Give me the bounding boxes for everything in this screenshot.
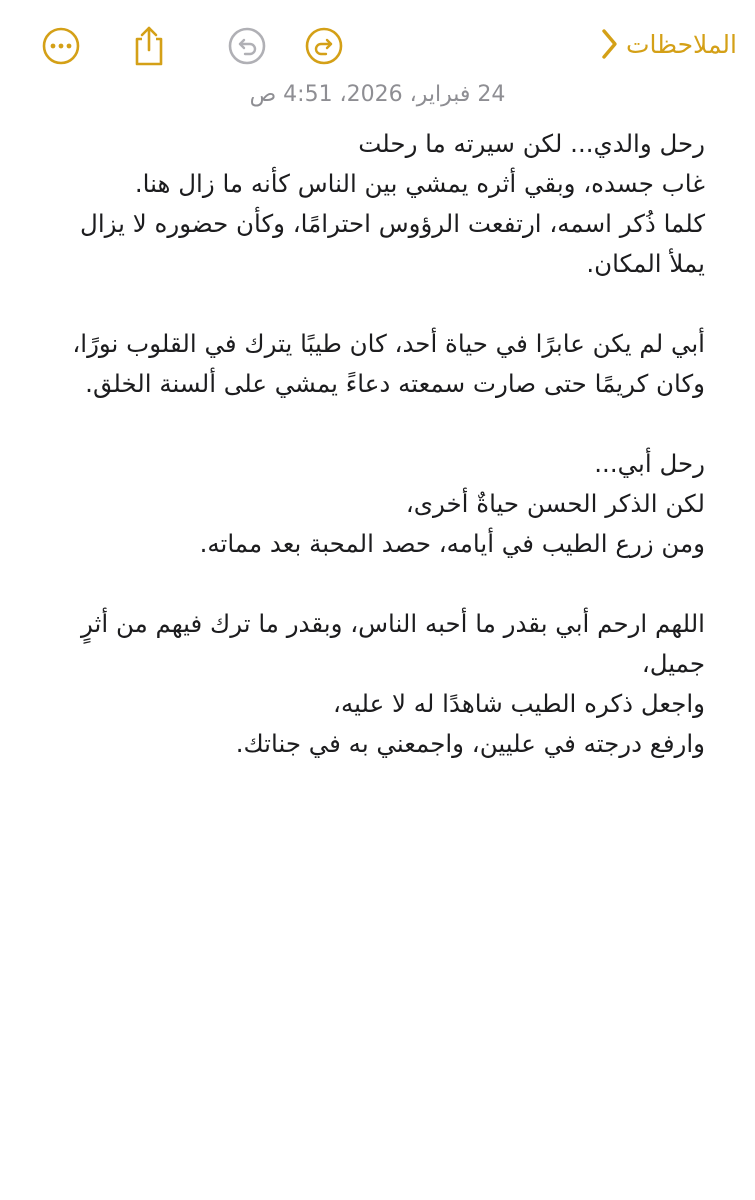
note-line: واجعل ذكره الطيب شاهدًا له لا عليه، [333,689,705,718]
share-icon [131,25,167,67]
note-line: رحل أبي... [594,449,705,478]
note-timestamp: 24 فبراير، 2026، 4:51 ص [249,82,506,107]
note-line: وكان كريمًا حتى صارت سمعته دعاءً يمشي على ألسنة الخلق. [85,369,705,398]
blank-line [45,564,705,604]
note-line: أبي لم يكن عابرًا في حياة أحد، كان طيبًا يترك في القلوب نورًا، [72,329,705,358]
note-line: اللهم ارحم أبي بقدر ما أحبه الناس، وبقدر ما ترك فيهم من أثرٍ جميل، [81,609,705,678]
back-label: الملاحظات [625,29,737,59]
blank-line [45,284,705,324]
note-line: وارفع درجته في عليين، واجمعني به في جناتك. [235,729,705,758]
note-line: غاب جسده، وبقي أثره يمشي بين الناس كأنه ما زال هنا. [134,169,705,198]
back-to-notes-button[interactable] [600,22,737,66]
more-button[interactable] [39,24,83,68]
navigation-toolbar [0,0,755,88]
undo-icon [227,26,267,66]
note-line: لكن الذكر الحسن حياةٌ أخرى، [405,489,705,518]
chevron-left-icon [600,28,618,60]
redo-icon [304,26,344,66]
share-button[interactable] [127,24,171,68]
note-text-editor[interactable] [45,124,705,764]
note-line: رحل والدي... لكن سيرته ما رحلت [358,129,705,158]
undo-button[interactable] [225,24,269,68]
ellipsis-icon [41,26,81,66]
blank-line [45,404,705,444]
redo-button[interactable] [302,24,346,68]
note-line: كلما ذُكر اسمه، ارتفعت الرؤوس احترامًا، وكأن حضوره لا يزال يملأ المكان. [80,209,705,278]
note-line: ومن زرع الطيب في أيامه، حصد المحبة بعد مماته. [199,529,705,558]
